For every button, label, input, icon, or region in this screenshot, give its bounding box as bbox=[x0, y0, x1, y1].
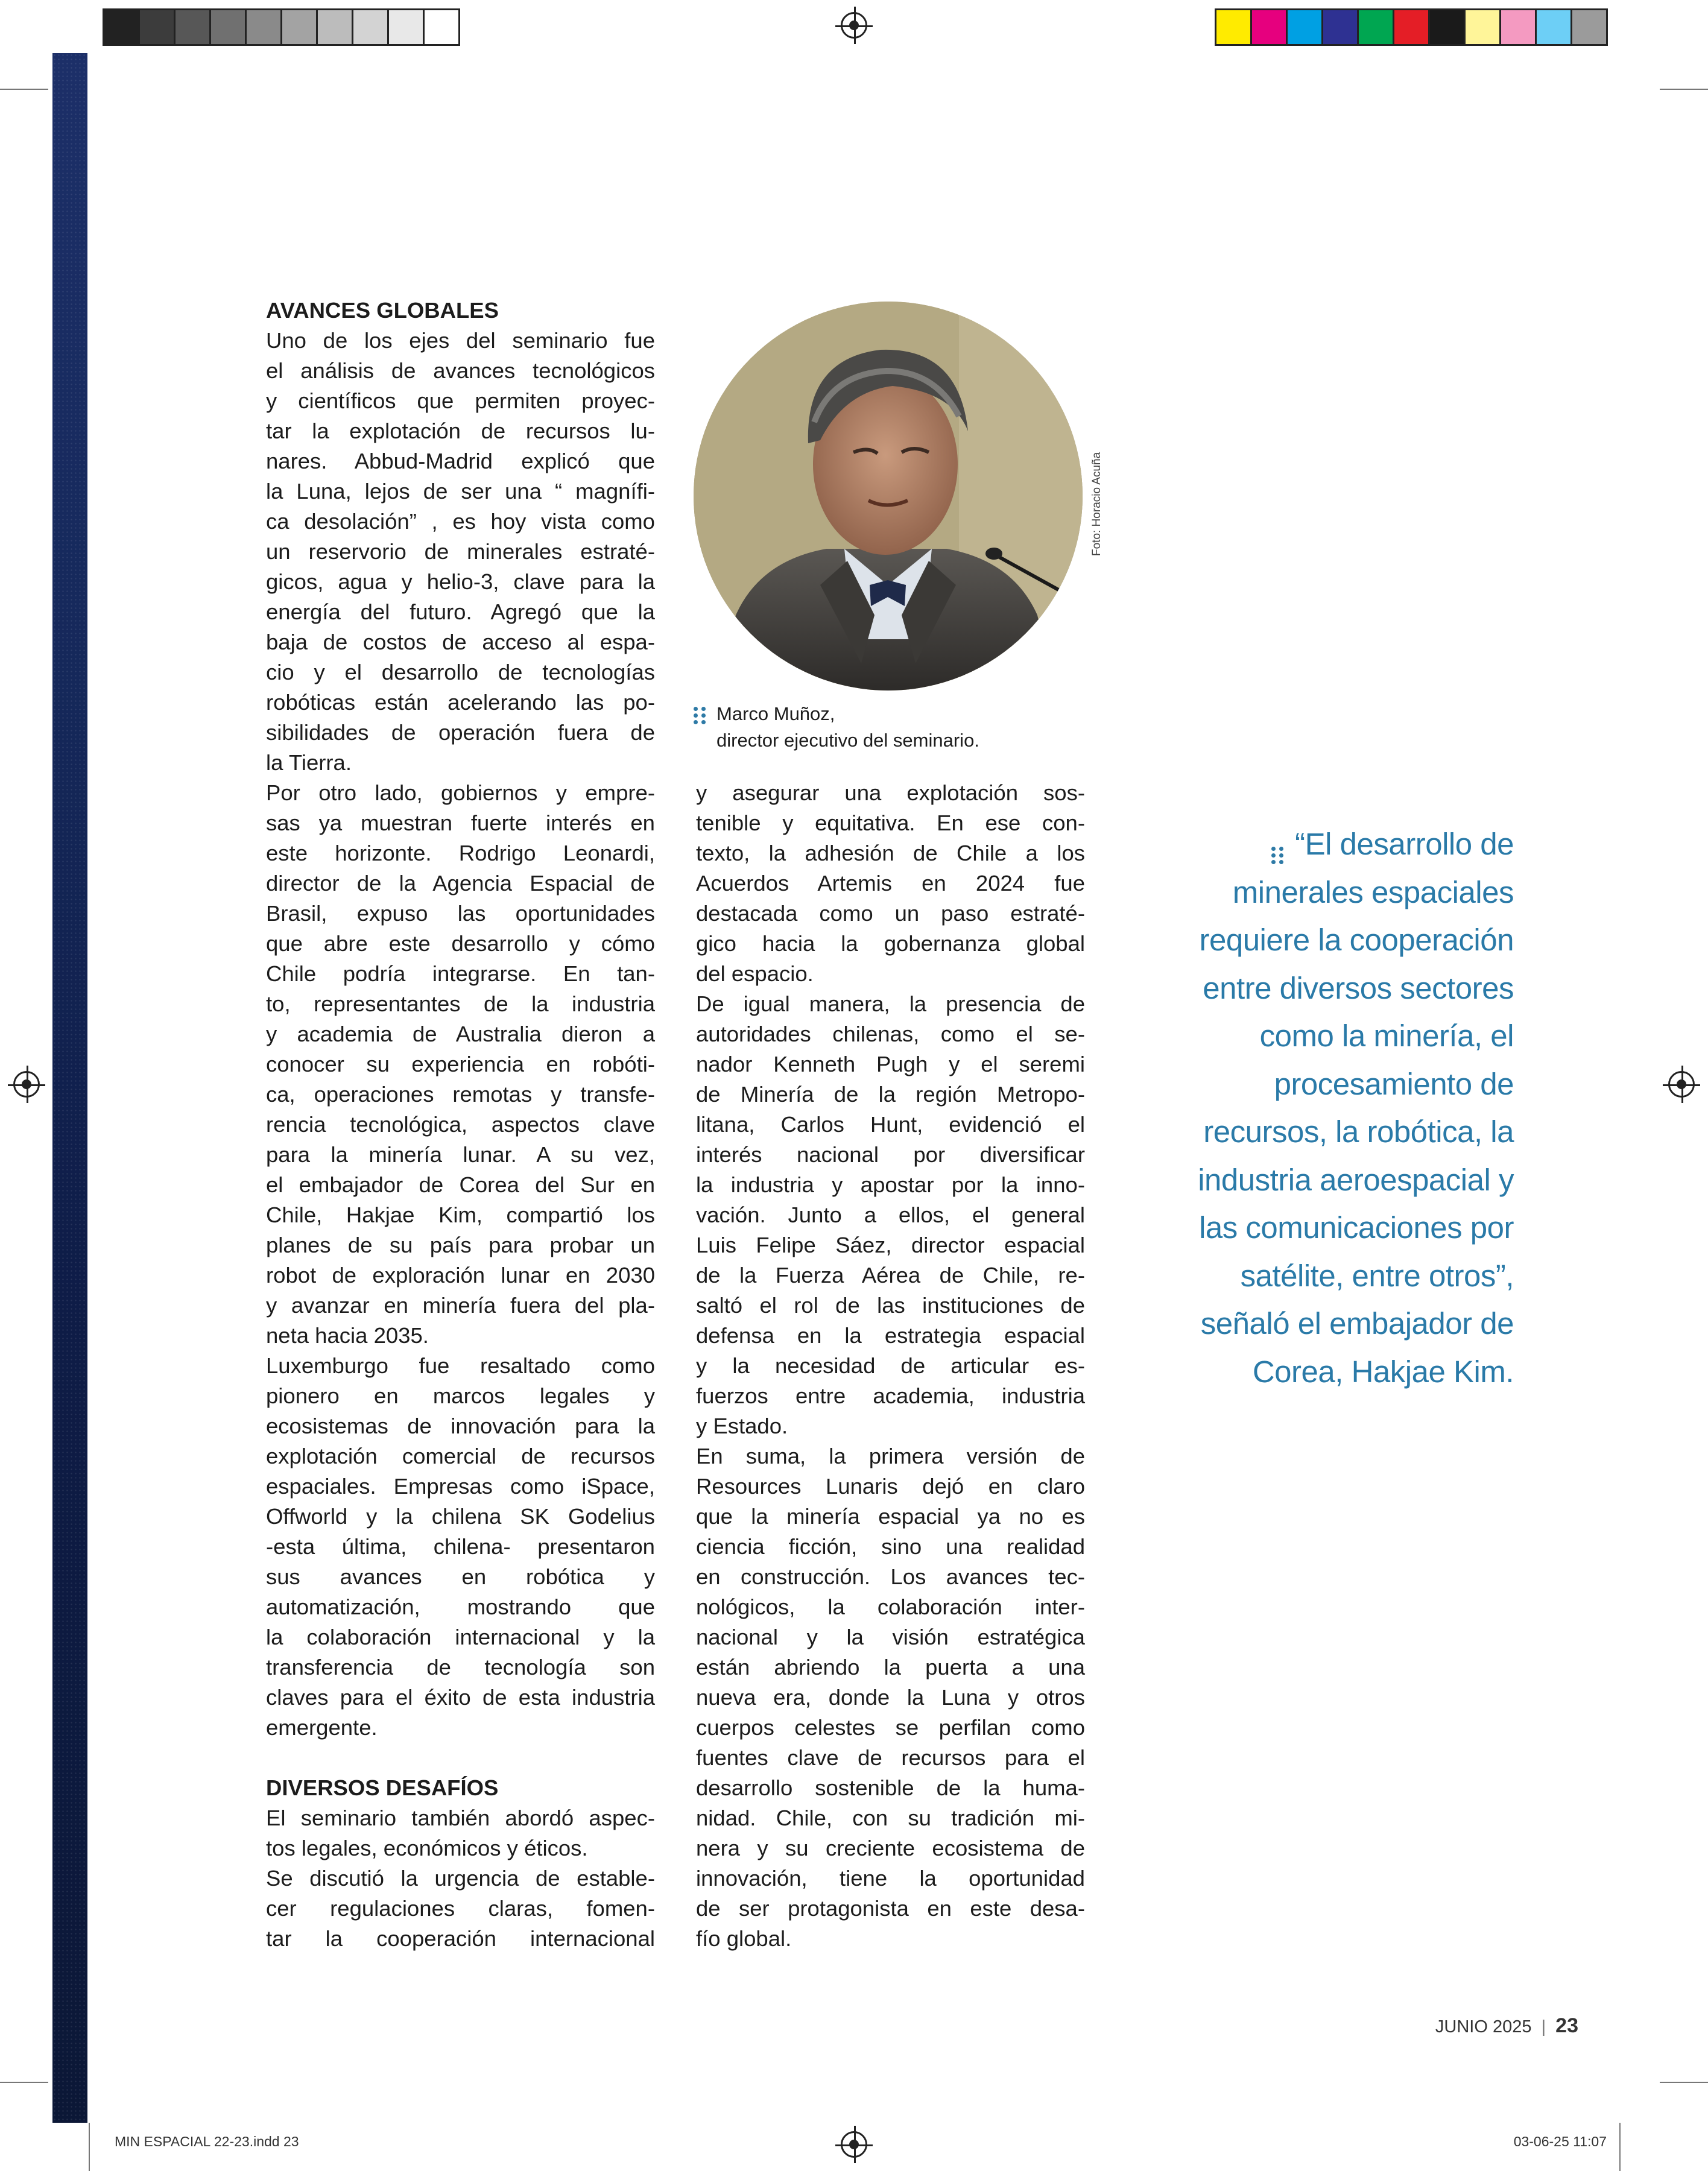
text-line: autoridades chilenas, como el se- bbox=[696, 1022, 1085, 1046]
process-swatch bbox=[1572, 10, 1606, 44]
text-line: destacada como un paso estraté- bbox=[696, 901, 1085, 926]
text-line: interés nacional por diversificar bbox=[696, 1142, 1085, 1167]
caption-name: Marco Muñoz, bbox=[716, 703, 835, 724]
text-line: la Luna, lejos de ser una “ magnífi- bbox=[266, 479, 655, 504]
bullet-dots-icon bbox=[694, 707, 706, 724]
crop-mark bbox=[89, 2123, 90, 2171]
text-line: cer regulaciones claras, fomen- bbox=[266, 1896, 655, 1921]
text-line: Uno de los ejes del seminario fue bbox=[266, 328, 655, 353]
text-line: director de la Agencia Espacial de bbox=[266, 871, 655, 896]
text-line: claves para el éxito de esta industria bbox=[266, 1685, 655, 1710]
process-swatch bbox=[1216, 10, 1252, 44]
text-line: robóticas están acelerando las po- bbox=[266, 690, 655, 715]
text-line: ca desolación” , es hoy vista como bbox=[266, 509, 655, 534]
text-line: to, representantes de la industria bbox=[266, 991, 655, 1016]
portrait-photo bbox=[694, 302, 1083, 690]
text-line: gico hacia la gobernanza global bbox=[696, 931, 1085, 956]
text-line: robot de exploración lunar en 2030 bbox=[266, 1263, 655, 1288]
registration-mark-icon bbox=[1668, 1071, 1695, 1098]
section-heading-desafios: DIVERSOS DESAFÍOS bbox=[266, 1775, 499, 1800]
text-line: El seminario también abordó aspec- bbox=[266, 1806, 655, 1830]
text-line: baja de costos de acceso al espa- bbox=[266, 630, 655, 654]
gray-swatch bbox=[140, 10, 176, 44]
text-line: vación. Junto a ellos, el general bbox=[696, 1202, 1085, 1227]
text-line: Resources Lunaris dejó en claro bbox=[696, 1474, 1085, 1499]
text-line: en construcción. Los avances tec- bbox=[696, 1564, 1085, 1589]
process-swatch bbox=[1394, 10, 1430, 44]
quote-dots-icon bbox=[1271, 847, 1284, 864]
text-line: y asegurar una explotación sos- bbox=[696, 780, 1085, 805]
process-swatch bbox=[1537, 10, 1572, 44]
text-line: y la necesidad de articular es- bbox=[696, 1353, 1085, 1378]
text-line: explotación comercial de recursos bbox=[266, 1444, 655, 1468]
text-line: que abre este desarrollo y cómo bbox=[266, 931, 655, 956]
text-line: transferencia de tecnología son bbox=[266, 1655, 655, 1680]
text-line: cio y el desarrollo de tecnologías bbox=[266, 660, 655, 684]
text-line: Se discutió la urgencia de estable- bbox=[266, 1866, 655, 1891]
registration-mark-icon bbox=[841, 2131, 867, 2158]
text-line: tar la cooperación internacional bbox=[266, 1926, 655, 1951]
text-line: de Minería de la región Metropo- bbox=[696, 1082, 1085, 1107]
quote-line: satélite, entre otros”, bbox=[1240, 1258, 1514, 1293]
text-line: cuerpos celestes se perfilan como bbox=[696, 1715, 1085, 1740]
date-slug: 03-06-25 11:07 bbox=[1513, 2134, 1607, 2149]
text-line: nueva era, donde la Luna y otros bbox=[696, 1685, 1085, 1710]
gray-swatch bbox=[318, 10, 353, 44]
text-line: Luis Felipe Sáez, director espacial bbox=[696, 1233, 1085, 1257]
text-line: fuentes clave de recursos para el bbox=[696, 1745, 1085, 1770]
quote-line: industria aeroespacial y bbox=[1198, 1162, 1514, 1197]
text-line: y Estado. bbox=[696, 1414, 788, 1438]
text-line: nidad. Chile, con su tradición mi- bbox=[696, 1806, 1085, 1830]
text-line: Offworld y la chilena SK Godelius bbox=[266, 1504, 655, 1529]
text-line: Chile, Hakjae Kim, compartió los bbox=[266, 1202, 655, 1227]
text-line: saltó el rol de las instituciones de bbox=[696, 1293, 1085, 1318]
process-color-bar bbox=[1215, 8, 1608, 46]
text-line: sus avances en robótica y bbox=[266, 1564, 655, 1589]
text-line: el análisis de avances tecnológicos bbox=[266, 358, 655, 383]
gray-swatch bbox=[425, 10, 458, 44]
text-line: pionero en marcos legales y bbox=[266, 1383, 655, 1408]
text-line: este horizonte. Rodrigo Leonardi, bbox=[266, 841, 655, 865]
text-line: la colaboración internacional y la bbox=[266, 1625, 655, 1649]
text-line: litana, Carlos Hunt, evidenció el bbox=[696, 1112, 1085, 1137]
text-line: En suma, la primera versión de bbox=[696, 1444, 1085, 1468]
text-line: y científicos que permiten proyec- bbox=[266, 388, 655, 413]
article-column-1 bbox=[266, 295, 655, 1954]
text-line: Acuerdos Artemis en 2024 fue bbox=[696, 871, 1085, 896]
text-line: ca, operaciones remotas y transfe- bbox=[266, 1082, 655, 1107]
text-line: rencia tecnológica, aspectos clave bbox=[266, 1112, 655, 1137]
text-line: Chile podría integrarse. En tan- bbox=[266, 961, 655, 986]
text-line: nológicos, la colaboración inter- bbox=[696, 1594, 1085, 1619]
text-line: la industria y apostar por la inno- bbox=[696, 1172, 1085, 1197]
text-line: conocer su experiencia en robóti- bbox=[266, 1052, 655, 1076]
text-line: del espacio. bbox=[696, 961, 814, 986]
gray-color-bar bbox=[103, 8, 460, 46]
quote-line: entre diversos sectores bbox=[1203, 970, 1514, 1005]
text-line: Brasil, expuso las oportunidades bbox=[266, 901, 655, 926]
text-line: sas ya muestran fuerte interés en bbox=[266, 811, 655, 835]
gray-swatch bbox=[282, 10, 318, 44]
photo-credit-wrapper bbox=[1090, 452, 1115, 562]
quote-line: como la minería, el bbox=[1259, 1019, 1514, 1053]
photo-caption bbox=[694, 701, 979, 754]
side-decorative-strip bbox=[52, 53, 87, 2123]
crop-mark bbox=[1619, 2123, 1621, 2171]
gray-swatch bbox=[247, 10, 282, 44]
text-line: y academia de Australia dieron a bbox=[266, 1022, 655, 1046]
text-line: nacional y la visión estratégica bbox=[696, 1625, 1085, 1649]
text-line: la Tierra. bbox=[266, 750, 352, 775]
gray-swatch bbox=[104, 10, 140, 44]
text-line: que la minería espacial ya no es bbox=[696, 1504, 1085, 1529]
text-line: de la Fuerza Aérea de Chile, re- bbox=[696, 1263, 1085, 1288]
text-line: tos legales, económicos y éticos. bbox=[266, 1836, 588, 1860]
quote-line: las comunicaciones por bbox=[1199, 1210, 1514, 1245]
registration-mark-icon bbox=[13, 1071, 40, 1098]
process-swatch bbox=[1430, 10, 1466, 44]
gray-swatch bbox=[389, 10, 425, 44]
text-line: fío global. bbox=[696, 1926, 792, 1951]
process-swatch bbox=[1501, 10, 1537, 44]
text-line: nares. Abbud-Madrid explicó que bbox=[266, 449, 655, 473]
text-line: de ser protagonista en este desa- bbox=[696, 1896, 1085, 1921]
folio-separator: | bbox=[1541, 2017, 1546, 2037]
text-line: emergente. bbox=[266, 1715, 378, 1740]
quote-line: requiere la cooperación bbox=[1199, 923, 1514, 957]
text-line: el embajador de Corea del Sur en bbox=[266, 1172, 655, 1197]
crop-mark bbox=[1660, 89, 1708, 90]
quote-line-text: “El desarrollo de bbox=[1295, 827, 1514, 861]
photo-credit: Foto: Horacio Acuña bbox=[1090, 452, 1103, 556]
text-line: Por otro lado, gobiernos y empre- bbox=[266, 780, 655, 805]
page-folio bbox=[1435, 2014, 1578, 2038]
gray-swatch bbox=[353, 10, 389, 44]
text-line: espaciales. Empresas como iSpace, bbox=[266, 1474, 655, 1499]
process-swatch bbox=[1252, 10, 1288, 44]
quote-line: señaló el embajador de bbox=[1200, 1306, 1514, 1341]
column-1-text-part-2 bbox=[266, 1803, 655, 1954]
quote-line: procesamiento de bbox=[1274, 1066, 1514, 1101]
text-line: nador Kenneth Pugh y el seremi bbox=[696, 1052, 1085, 1076]
process-swatch bbox=[1323, 10, 1359, 44]
text-line: y avanzar en minería fuera del pla- bbox=[266, 1293, 655, 1318]
quote-line: minerales espaciales bbox=[1232, 874, 1514, 909]
process-swatch bbox=[1466, 10, 1501, 44]
quote-line: recursos, la robótica, la bbox=[1203, 1114, 1514, 1149]
text-line: fuerzos entre academia, industria bbox=[696, 1383, 1085, 1408]
caption-role: director ejecutivo del seminario. bbox=[716, 730, 979, 751]
text-line: gicos, agua y helio-3, clave para la bbox=[266, 569, 655, 594]
file-slug: MIN ESPACIAL 22-23.indd 23 bbox=[115, 2134, 299, 2149]
text-line: texto, la adhesión de Chile a los bbox=[696, 841, 1085, 865]
section-heading-avances: AVANCES GLOBALES bbox=[266, 298, 499, 323]
quote-line: Corea, Hakjae Kim. bbox=[1252, 1354, 1514, 1389]
text-line: automatización, mostrando que bbox=[266, 1594, 655, 1619]
gray-swatch bbox=[176, 10, 211, 44]
page-number: 23 bbox=[1555, 2014, 1578, 2037]
crop-mark bbox=[0, 2082, 48, 2083]
text-line: sibilidades de operación fuera de bbox=[266, 720, 655, 745]
text-line: Luxemburgo fue resaltado como bbox=[266, 1353, 655, 1378]
text-line: un reservorio de minerales estraté- bbox=[266, 539, 655, 564]
issue-month: JUNIO 2025 bbox=[1435, 2017, 1532, 2037]
column-1-text-part-1 bbox=[266, 326, 655, 1743]
text-line: energía del futuro. Agregó que la bbox=[266, 599, 655, 624]
text-line: ciencia ficción, sino una realidad bbox=[696, 1534, 1085, 1559]
text-line: planes de su país para probar un bbox=[266, 1233, 655, 1257]
text-line: -esta última, chilena- presentaron bbox=[266, 1534, 655, 1559]
text-line: De igual manera, la presencia de bbox=[696, 991, 1085, 1016]
process-swatch bbox=[1359, 10, 1394, 44]
text-line: defensa en la estrategia espacial bbox=[696, 1323, 1085, 1348]
text-line: innovación, tiene la oportunidad bbox=[696, 1866, 1085, 1891]
text-line: nera y su creciente ecosistema de bbox=[696, 1836, 1085, 1860]
text-line: desarrollo sostenible de la huma- bbox=[696, 1775, 1085, 1800]
article-column-2 bbox=[696, 778, 1085, 1954]
text-line: neta hacia 2035. bbox=[266, 1323, 429, 1348]
crop-mark bbox=[1660, 2082, 1708, 2083]
process-swatch bbox=[1288, 10, 1323, 44]
gray-swatch bbox=[211, 10, 247, 44]
crop-mark bbox=[0, 89, 48, 90]
text-line: tar la explotación de recursos lu- bbox=[266, 419, 655, 443]
text-line: tenible y equitativa. En ese con- bbox=[696, 811, 1085, 835]
portrait-illustration bbox=[694, 302, 1083, 690]
quote-line bbox=[1170, 820, 1514, 868]
text-line: están abriendo la puerta a una bbox=[696, 1655, 1085, 1680]
pull-quote bbox=[1170, 820, 1514, 1395]
text-line: para la minería lunar. A su vez, bbox=[266, 1142, 655, 1167]
text-line: ecosistemas de innovación para la bbox=[266, 1414, 655, 1438]
registration-mark-icon bbox=[841, 12, 867, 39]
